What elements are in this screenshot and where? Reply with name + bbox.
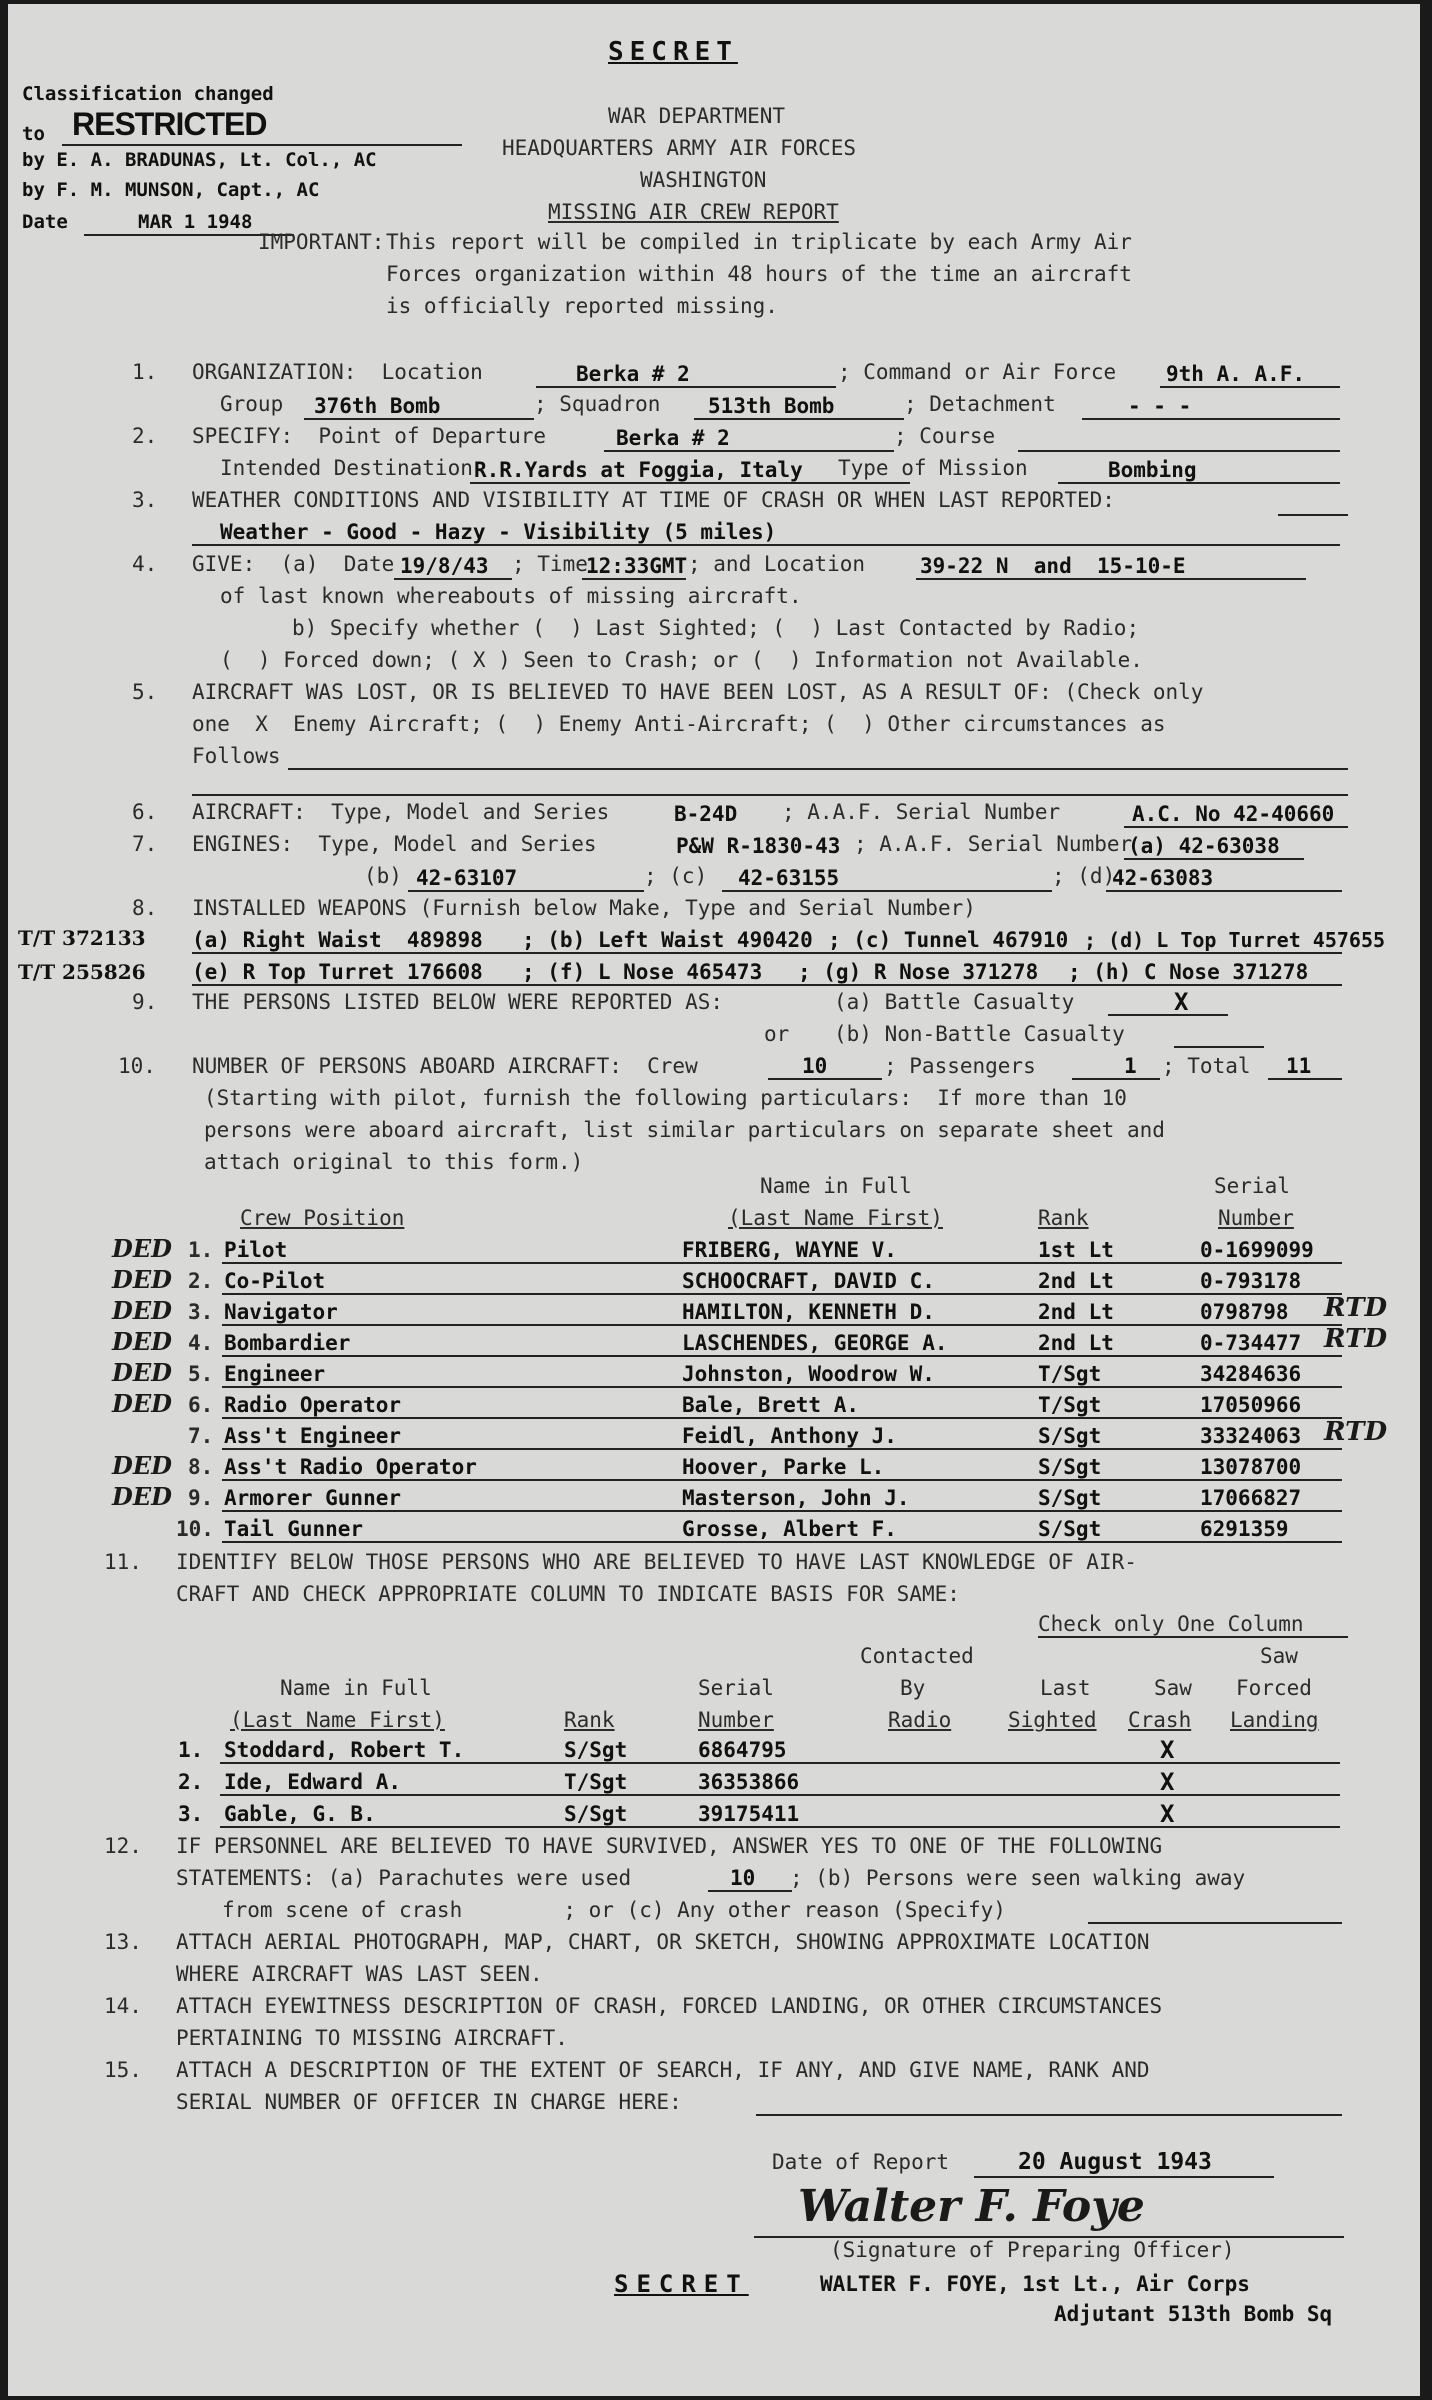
crew-name: HAMILTON, KENNETH D. (682, 1300, 935, 1324)
important-line-2: Forces organization within 48 hours of the time an aircraft (386, 262, 1132, 286)
classification-by-1: by E. A. BRADUNAS, Lt. Col., AC (22, 149, 377, 171)
col-contacted-3: Radio (888, 1708, 952, 1732)
item-11-line-2: CRAFT AND CHECK APPROPRIATE COLUMN TO INDICATE BASIS FOR SAME: (176, 1582, 960, 1606)
weapon-b: ; (b) Left Waist 490420 (522, 928, 813, 952)
item-15-line-2: SERIAL NUMBER OF OFFICER IN CHARGE HERE: (176, 2090, 682, 2114)
crew-serial: 17050966 (1200, 1393, 1302, 1417)
item-6-label: AIRCRAFT: Type, Model and Series (192, 800, 610, 824)
crew-rank: S/Sgt (1038, 1455, 1102, 1479)
item-10-number: 10. (118, 1054, 156, 1078)
crew-rank: S/Sgt (1038, 1486, 1102, 1510)
item-9-number: 9. (132, 990, 158, 1014)
witness-serial: 36353866 (698, 1770, 800, 1794)
crew-position: Ass't Engineer (224, 1424, 402, 1448)
engine-serial-label: ; A.A.F. Serial Number (854, 832, 1133, 856)
weather-value: Weather - Good - Hazy - Visibility (5 miles) (220, 520, 777, 544)
item-4-label: GIVE: (a) Date (192, 552, 395, 576)
crew-status-mark: RTD (1324, 1293, 1388, 1323)
crew-row-rule (222, 1510, 1342, 1512)
crew-row-rule (222, 1479, 1342, 1481)
officer-name: WALTER F. FOYE, 1st Lt., Air Corps (820, 2272, 1250, 2296)
crew-serial: 13078700 (1200, 1455, 1302, 1479)
margin-note-2: T/T 255826 (18, 960, 146, 984)
classification-changed: Classification changed (22, 83, 274, 105)
col-serial-bottom: Number (698, 1708, 774, 1732)
aircraft-serial-label: ; A.A.F. Serial Number (782, 800, 1061, 824)
crew-position: Pilot (224, 1238, 288, 1262)
crew-header-serial-bottom: Number (1218, 1206, 1294, 1230)
detachment-value: - - - (1128, 394, 1192, 418)
item-5-line-3: Follows (192, 744, 281, 768)
document-page (8, 4, 1420, 2396)
mission-value: Bombing (1108, 458, 1197, 482)
weapon-h: ; (h) C Nose 371278 (1068, 960, 1309, 984)
crew-position: Navigator (224, 1300, 338, 1324)
secret-stamp-top: SECRET (608, 37, 738, 67)
col-forced-3: Landing (1230, 1708, 1319, 1732)
crew-name: LASCHENDES, GEORGE A. (682, 1331, 948, 1355)
crew-position: Engineer (224, 1362, 326, 1386)
engine-d-value: 42-63083 (1112, 866, 1214, 890)
crew-position: Ass't Radio Operator (224, 1455, 477, 1479)
crew-row-number: 4. (188, 1331, 214, 1355)
crew-row-number: 10. (176, 1517, 214, 1541)
witness-row-rule (220, 1762, 1340, 1764)
crew-row-rule (222, 1293, 1342, 1295)
crew-position: Bombardier (224, 1331, 351, 1355)
battle-casualty-label: (a) Battle Casualty (834, 990, 1075, 1014)
crew-position: Armorer Gunner (224, 1486, 402, 1510)
item-15-line-1: ATTACH A DESCRIPTION OF THE EXTENT OF SEARCH, IF ANY, AND GIVE NAME, RANK AND (176, 2058, 1150, 2082)
date-value: 19/8/43 (400, 554, 489, 578)
witness-row-number: 2. (178, 1770, 204, 1794)
crew-name: Feidl, Anthony J. (682, 1424, 897, 1448)
crew-row-rule (222, 1417, 1342, 1419)
important-line-3: is officially reported missing. (386, 294, 778, 318)
item-10-line-4: attach original to this form.) (204, 1150, 584, 1174)
total-count: 11 (1286, 1054, 1312, 1078)
engine-b-value: 42-63107 (416, 866, 518, 890)
item-7-label: ENGINES: Type, Model and Series (192, 832, 597, 856)
engine-d-label: ; (d) (1052, 864, 1116, 888)
crew-serial: 0-1699099 (1200, 1238, 1314, 1262)
witness-rank: S/Sgt (564, 1738, 628, 1762)
classification-to-label: to (22, 123, 45, 145)
crew-position: Radio Operator (224, 1393, 402, 1417)
non-battle-casualty-label: (b) Non-Battle Casualty (834, 1022, 1125, 1046)
crew-row-number: 7. (188, 1424, 214, 1448)
crew-name: Masterson, John J. (682, 1486, 910, 1510)
item-1-label: ORGANIZATION: Location (192, 360, 483, 384)
crew-position: Tail Gunner (224, 1517, 364, 1541)
parachutes-count: 10 (730, 1866, 756, 1890)
col-last-1: Last (1040, 1676, 1091, 1700)
crew-rank: 2nd Lt (1038, 1269, 1114, 1293)
location-value: Berka # 2 (576, 362, 690, 386)
witness-name: Stoddard, Robert T. (224, 1738, 465, 1762)
crew-name: Bale, Brett A. (682, 1393, 860, 1417)
command-label: ; Command or Air Force (838, 360, 1117, 384)
margin-status-note: DED (112, 1451, 172, 1480)
item-11-line-1: IDENTIFY BELOW THOSE PERSONS WHO ARE BELIEVED TO HAVE LAST KNOWLEDGE OF AIR- (176, 1550, 1137, 1574)
col-forced-1: Saw (1260, 1644, 1298, 1668)
crew-serial: 33324063 (1200, 1424, 1302, 1448)
witness-saw-crash-mark: X (1160, 1800, 1175, 1828)
passengers-count: 1 (1124, 1054, 1137, 1078)
margin-note-1: T/T 372133 (18, 926, 146, 950)
crew-row-number: 5. (188, 1362, 214, 1386)
item-12-line-1: IF PERSONNEL ARE BELIEVED TO HAVE SURVIVED, ANSWER YES TO ONE OF THE FOLLOWING (176, 1834, 1163, 1858)
headquarters: HEADQUARTERS ARMY AIR FORCES (502, 136, 857, 160)
item-12-line-2a: STATEMENTS: (a) Parachutes were used (176, 1866, 632, 1890)
classification-by-2: by F. M. MUNSON, Capt., AC (22, 179, 320, 201)
command-value: 9th A. A.F. (1166, 362, 1306, 386)
report-title: MISSING AIR CREW REPORT (548, 200, 839, 224)
classification-date-value: MAR 1 1948 (138, 211, 253, 233)
witness-rank: T/Sgt (564, 1770, 628, 1794)
signature-caption: (Signature of Preparing Officer) (830, 2238, 1235, 2262)
important-label: IMPORTANT: (258, 230, 385, 254)
item-9-label: THE PERSONS LISTED BELOW WERE REPORTED AS: (192, 990, 724, 1014)
battle-casualty-mark: X (1174, 988, 1189, 1016)
witness-row-number: 1. (178, 1738, 204, 1762)
witness-row-number: 3. (178, 1802, 204, 1826)
item-12-number: 12. (104, 1834, 142, 1858)
weapon-f: ; (f) L Nose 465473 (522, 960, 763, 984)
weapon-a: (a) Right Waist 489898 (192, 928, 483, 952)
crew-rank: T/Sgt (1038, 1362, 1102, 1386)
item-10-label: NUMBER OF PERSONS ABOARD AIRCRAFT: Crew (192, 1054, 698, 1078)
item-8-label: INSTALLED WEAPONS (Furnish below Make, Type and Serial Number) (192, 896, 976, 920)
aircraft-serial-value: A.C. No 42-40660 (1132, 802, 1335, 826)
crew-row-rule (222, 1324, 1342, 1326)
col-saw-1: Saw (1154, 1676, 1192, 1700)
witness-saw-crash-mark: X (1160, 1736, 1175, 1764)
group-value: 376th Bomb (314, 394, 441, 418)
total-label: ; Total (1162, 1054, 1251, 1078)
margin-status-note: DED (112, 1296, 172, 1325)
crew-header-name-bottom: (Last Name First) (728, 1206, 943, 1230)
item-3-number: 3. (132, 488, 158, 512)
item-5-line-1: AIRCRAFT WAS LOST, OR IS BELIEVED TO HAVE BEEN LOST, AS A RESULT OF: (Check only (192, 680, 1204, 704)
crew-name: Grosse, Albert F. (682, 1517, 897, 1541)
crew-row-number: 2. (188, 1269, 214, 1293)
crew-rank: S/Sgt (1038, 1517, 1102, 1541)
crew-row-rule (222, 1262, 1342, 1264)
col-last-2: Sighted (1008, 1708, 1097, 1732)
aircraft-type-value: B-24D (674, 802, 738, 826)
officer-title: Adjutant 513th Bomb Sq (1054, 2302, 1333, 2326)
time-label: ; Time (512, 552, 588, 576)
item-14-line-2: PERTAINING TO MISSING AIRCRAFT. (176, 2026, 568, 2050)
departure-value: Berka # 2 (616, 426, 730, 450)
col-contacted-2: By (900, 1676, 926, 1700)
witness-rank: S/Sgt (564, 1802, 628, 1826)
crew-row-number: 9. (188, 1486, 214, 1510)
col-name-top: Name in Full (280, 1676, 432, 1700)
item-2-label: SPECIFY: Point of Departure (192, 424, 547, 448)
item-13-number: 13. (104, 1930, 142, 1954)
squadron-value: 513th Bomb (708, 394, 835, 418)
item-11-number: 11. (104, 1550, 142, 1574)
item-7-number: 7. (132, 832, 158, 856)
item-12-line-3: from scene of crash ; or (c) Any other reason (Specify) (222, 1898, 1006, 1922)
witness-serial: 6864795 (698, 1738, 787, 1762)
crew-rank: 2nd Lt (1038, 1331, 1114, 1355)
crew-name: Johnston, Woodrow W. (682, 1362, 935, 1386)
squadron-label: ; Squadron (534, 392, 661, 416)
crew-serial: 0798798 (1200, 1300, 1289, 1324)
crew-header-serial-top: Serial (1214, 1174, 1290, 1198)
crew-row-rule (222, 1541, 1342, 1543)
margin-status-note: DED (112, 1327, 172, 1356)
witness-serial: 39175411 (698, 1802, 800, 1826)
crew-row-rule (222, 1355, 1342, 1357)
location-label: ; and Location (688, 552, 866, 576)
weapon-e: (e) R Top Turret 176608 (192, 960, 483, 984)
crew-row-rule (222, 1448, 1342, 1450)
passengers-label: ; Passengers (884, 1054, 1036, 1078)
time-value: 12:33GMT (586, 554, 688, 578)
col-saw-2: Crash (1128, 1708, 1192, 1732)
item-10-line-2: (Starting with pilot, furnish the following particulars: If more than 10 (204, 1086, 1127, 1110)
item-3-label: WEATHER CONDITIONS AND VISIBILITY AT TIME OF CRASH OR WHEN LAST REPORTED: (192, 488, 1115, 512)
report-date-label: Date of Report (772, 2150, 950, 2174)
crew-serial: 34284636 (1200, 1362, 1302, 1386)
crew-status-mark: RTD (1324, 1324, 1388, 1354)
item-6-number: 6. (132, 800, 158, 824)
destination-label: Intended Destination (220, 456, 473, 480)
secret-stamp-bottom: SECRET (614, 2270, 749, 2298)
item-12-line-2b: ; (b) Persons were seen walking away (790, 1866, 1246, 1890)
item-9-or: or (764, 1022, 790, 1046)
crew-count: 10 (802, 1054, 828, 1078)
crew-name: FRIBERG, WAYNE V. (682, 1238, 897, 1262)
weapon-d: ; (d) L Top Turret 457655 (1084, 928, 1386, 952)
crew-header-name-top: Name in Full (760, 1174, 912, 1198)
item-5-number: 5. (132, 680, 158, 704)
crew-name: Hoover, Parke L. (682, 1455, 885, 1479)
signature: Walter F. Foye (798, 2181, 1145, 2232)
item-10-line-3: persons were aboard aircraft, list similar particulars on separate sheet and (204, 1118, 1165, 1142)
margin-status-note: DED (112, 1265, 172, 1294)
group-label: Group (220, 392, 284, 416)
item-4-number: 4. (132, 552, 158, 576)
item-4-line-2: of last known whereabouts of missing aircraft. (220, 584, 802, 608)
crew-position: Co-Pilot (224, 1269, 326, 1293)
crew-rank: S/Sgt (1038, 1424, 1102, 1448)
item-14-line-1: ATTACH EYEWITNESS DESCRIPTION OF CRASH, FORCED LANDING, OR OTHER CIRCUMSTANCES (176, 1994, 1163, 2018)
witness-name: Ide, Edward A. (224, 1770, 402, 1794)
crew-header-rank: Rank (1038, 1206, 1089, 1230)
witness-row-rule (220, 1794, 1340, 1796)
engine-type-value: P&W R-1830-43 (676, 834, 841, 858)
crew-name: SCHOOCRAFT, DAVID C. (682, 1269, 935, 1293)
classification-date-label: Date (22, 211, 68, 233)
col-forced-2: Forced (1236, 1676, 1312, 1700)
margin-status-note: DED (112, 1358, 172, 1387)
engine-c-value: 42-63155 (738, 866, 840, 890)
crew-row-number: 1. (188, 1238, 214, 1262)
weapon-c: ; (c) Tunnel 467910 (828, 928, 1069, 952)
crew-serial: 6291359 (1200, 1517, 1289, 1541)
item-5-line-2: one X Enemy Aircraft; ( ) Enemy Anti-Aircraft; ( ) Other circumstances as (192, 712, 1166, 736)
crew-row-rule (222, 1386, 1342, 1388)
witness-row-rule (220, 1826, 1340, 1828)
col-contacted-1: Contacted (860, 1644, 974, 1668)
item-2-number: 2. (132, 424, 158, 448)
engine-a-value: (a) 42-63038 (1128, 834, 1280, 858)
report-date-value: 20 August 1943 (1018, 2149, 1212, 2175)
destination-value: R.R.Yards at Foggia, Italy (474, 458, 803, 482)
margin-status-note: DED (112, 1482, 172, 1511)
course-label: ; Course (894, 424, 996, 448)
crew-serial: 0-793178 (1200, 1269, 1302, 1293)
important-line-1: This report will be compiled in triplicate by each Army Air (386, 230, 1132, 254)
margin-status-note: DED (112, 1234, 172, 1263)
crew-row-number: 6. (188, 1393, 214, 1417)
item-8-number: 8. (132, 896, 158, 920)
item-4-line-3: b) Specify whether ( ) Last Sighted; ( ) Last Contacted by Radio; (292, 616, 1140, 640)
crew-serial: 0-734477 (1200, 1331, 1302, 1355)
item-14-number: 14. (104, 1994, 142, 2018)
washington: WASHINGTON (640, 168, 767, 192)
witness-saw-crash-mark: X (1160, 1768, 1175, 1796)
crew-serial: 17066827 (1200, 1486, 1302, 1510)
check-column-header: Check only One Column (1038, 1612, 1304, 1636)
item-13-line-2: WHERE AIRCRAFT WAS LAST SEEN. (176, 1962, 543, 1986)
coordinates-value: 39-22 N and 15-10-E (920, 554, 1186, 578)
classification-restricted: RESTRICTED (72, 106, 267, 142)
crew-rank: T/Sgt (1038, 1393, 1102, 1417)
engine-b-label: (b) (364, 864, 402, 888)
col-serial-top: Serial (698, 1676, 774, 1700)
witness-name: Gable, G. B. (224, 1802, 376, 1826)
item-15-number: 15. (104, 2058, 142, 2082)
item-1-number: 1. (132, 360, 158, 384)
crew-rank: 2nd Lt (1038, 1300, 1114, 1324)
margin-status-note: DED (112, 1389, 172, 1418)
mission-label: Type of Mission (838, 456, 1028, 480)
detachment-label: ; Detachment (904, 392, 1056, 416)
item-4-line-4: ( ) Forced down; ( X ) Seen to Crash; or ( ) Information not Available. (220, 648, 1143, 672)
engine-c-label: ; (c) (644, 864, 708, 888)
crew-row-number: 3. (188, 1300, 214, 1324)
crew-rank: 1st Lt (1038, 1238, 1114, 1262)
war-department: WAR DEPARTMENT (608, 104, 786, 128)
crew-row-number: 8. (188, 1455, 214, 1479)
crew-status-mark: RTD (1324, 1417, 1388, 1447)
col-name-bottom: (Last Name First) (230, 1708, 445, 1732)
item-13-line-1: ATTACH AERIAL PHOTOGRAPH, MAP, CHART, OR SKETCH, SHOWING APPROXIMATE LOCATION (176, 1930, 1150, 1954)
col-rank: Rank (564, 1708, 615, 1732)
crew-header-position: Crew Position (240, 1206, 405, 1230)
weapon-g: ; (g) R Nose 371278 (798, 960, 1039, 984)
